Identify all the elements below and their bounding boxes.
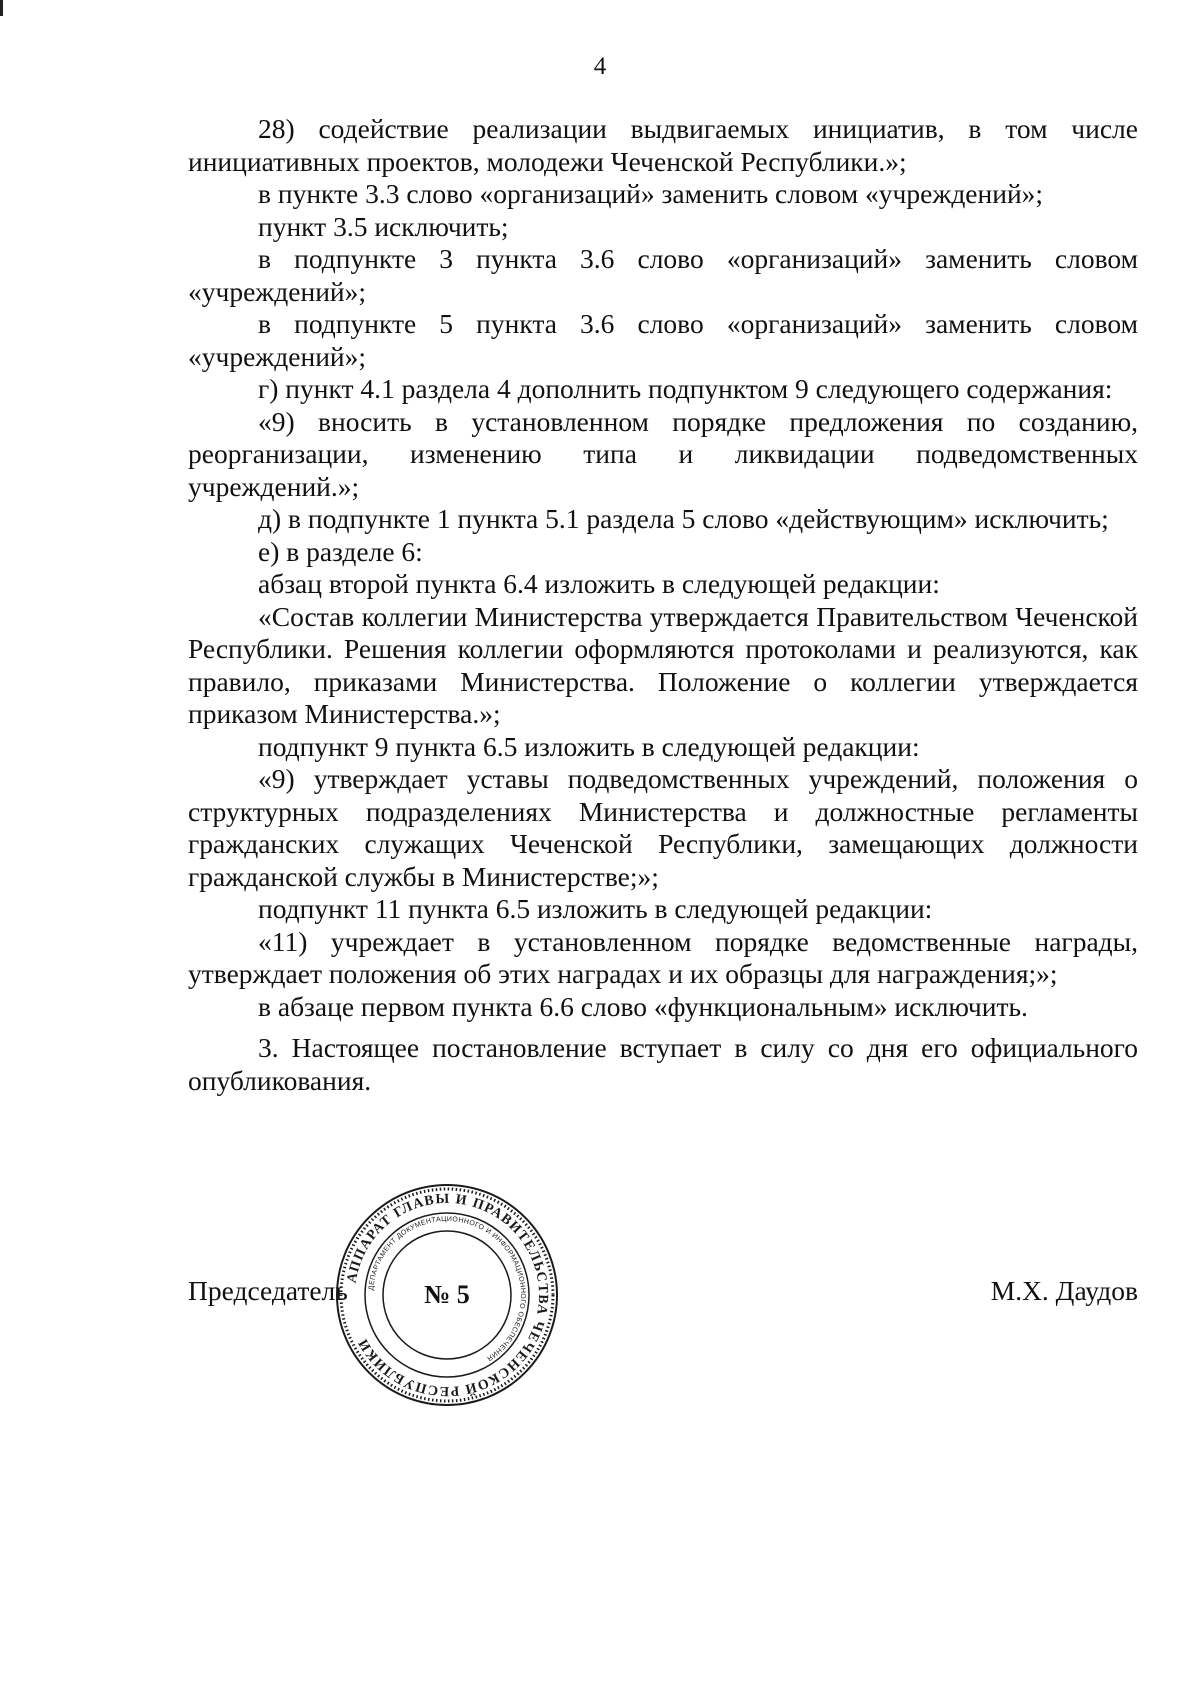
official-seal — [332, 1180, 562, 1410]
paragraph: пункт 3.5 исключить; — [258, 210, 509, 242]
paragraph: в подпункте 5 пункта 3.6 слово «организаций» заменить словом «учреждений»; — [188, 308, 1138, 372]
final-paragraph: 3. Настоящее постановление вступает в силу со дня его официального опубликования. — [188, 1032, 1138, 1096]
paragraph: подпункт 11 пункта 6.5 изложить в следующей редакции: — [258, 893, 933, 924]
paragraph: «11) учреждает в установленном порядке ведомственные награды, утверждает положения об этих наградах и их образцы для награждения;»; — [188, 925, 1138, 989]
paragraph: 28) содействие реализации выдвигаемых инициатив, в том числе инициативных проектов, молодежи Чеченской Республики.»; — [188, 113, 1138, 177]
paragraph: в пункте 3.3 слово «организаций» заменить словом «учреждений»; — [258, 178, 1044, 209]
page-number: 4 — [593, 53, 607, 80]
paragraph: в подпункте 3 пункта 3.6 слово «организаций» заменить словом «учреждений»; — [188, 243, 1138, 307]
document-body — [188, 113, 1138, 1097]
paragraph: «9) вносить в установленном порядке предложения по созданию, реорганизации, изменению типа и ликвидации подведомственных учреждений.»; — [188, 405, 1138, 502]
paragraph: г) пункт 4.1 раздела 4 дополнить подпунктом 9 следующего содержания: — [258, 373, 1113, 404]
paragraph: подпункт 9 пункта 6.5 изложить в следующей редакции: — [258, 730, 920, 762]
signatory-title: Председатель — [188, 1275, 348, 1306]
signatory-name: М.Х. Даудов — [990, 1275, 1138, 1306]
paragraph: «Состав коллегии Министерства утверждается Правительством Чеченской Республики. Решения коллегии оформляются протоколами и реализуются, как правило, приказами Министерства. Положение о коллегии утверждается приказом Министерства.»; — [188, 600, 1138, 729]
seal-inner-text: ДЕПАРТАМЕНТ ДОКУМЕНТАЦИОННОГО И ИНФОРМАЦИОННОГО ОБЕСПЕЧЕНИЯ — [368, 1215, 527, 1362]
signature-block — [188, 1271, 1138, 1311]
seal-outer-text: АППАРАТ ГЛАВЫ И ПРАВИТЕЛЬСТВА ЧЕЧЕНСКОЙ РЕСПУБЛИКИ — [344, 1191, 551, 1399]
paragraph: абзац второй пункта 6.4 изложить в следующей редакции: — [258, 568, 940, 599]
paragraph: в абзаце первом пункта 6.6 слово «функциональным» исключить. — [258, 990, 1028, 1022]
paragraph: д) в подпункте 1 пункта 5.1 раздела 5 слово «действующим» исключить; — [258, 503, 1109, 534]
scan-artifact — [0, 0, 3, 16]
seal-number: № 5 — [424, 1280, 470, 1309]
paragraph: е) в разделе 6: — [258, 535, 423, 567]
paragraph: «9) утверждает уставы подведомственных учреждений, положения о структурных подразделениях Министерства и должностные регламенты гражданских служащих Чеченской Республики, замещающих должности гражданской службы в Министерстве;»; — [188, 763, 1138, 892]
